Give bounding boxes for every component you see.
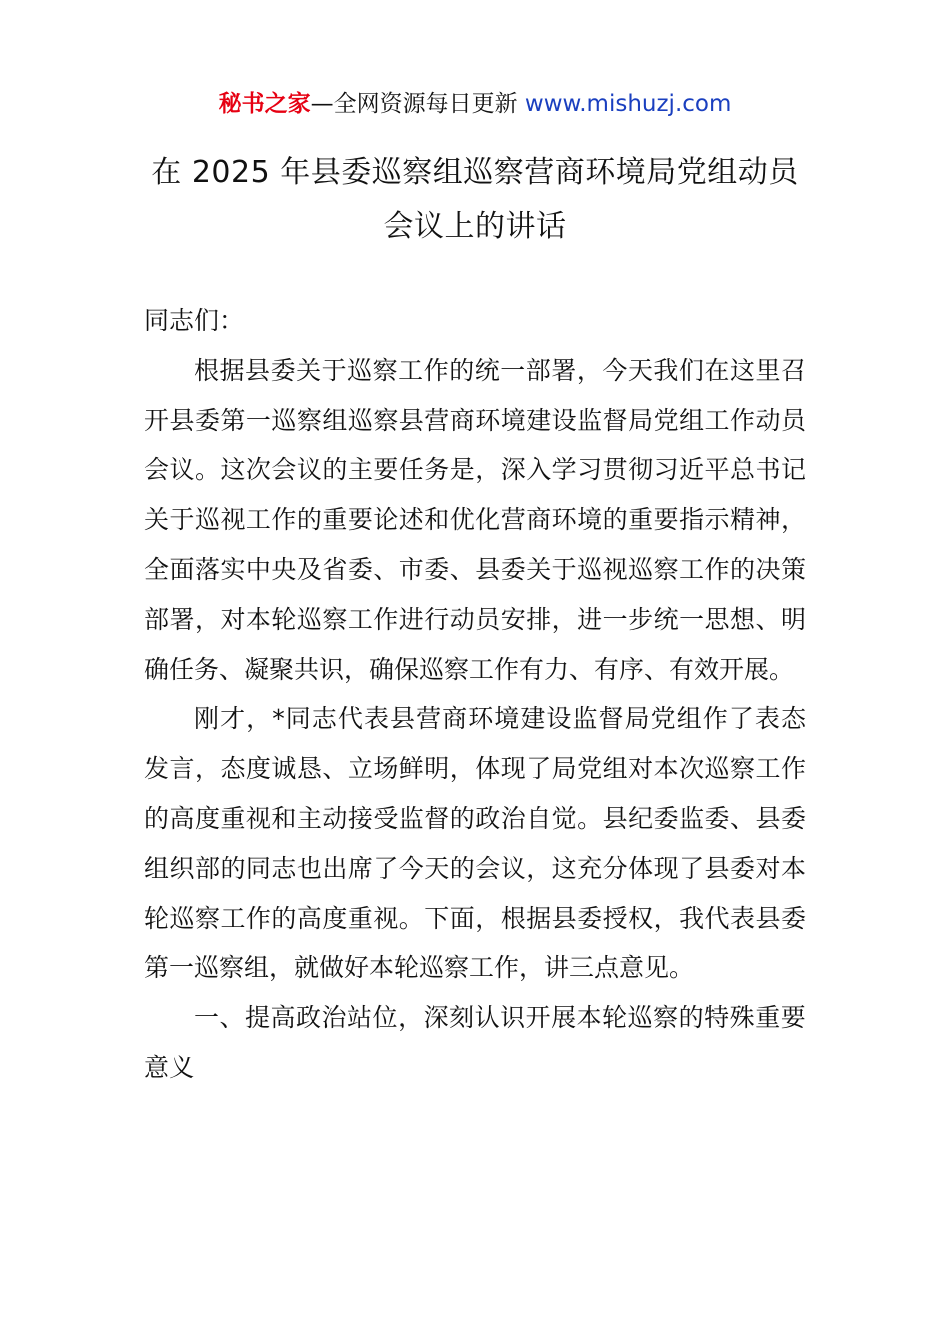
body-paragraph: 根据县委关于巡察工作的统一部署，今天我们在这里召开县委第一巡察组巡察县营商环境建设监督局党组工作动员会议。这次会议的主要任务是，深入学习贯彻习近平总书记关于巡视工作的重要论述和优化营商环境的重要指示精神，全面落实中央及省委、市委、县委关于巡视巡察工作的决策部署，对本轮巡察工作进行动员安排，进一步统一思想、明确任务、凝聚共识，确保巡察工作有力、有序、有效开展。 — [144, 355, 806, 684]
brand-name: 秘书之家 — [218, 91, 311, 117]
header-tagline: —全网资源每日更新 — [310, 91, 525, 117]
site-header — [0, 86, 950, 122]
document-title — [120, 146, 830, 254]
site-url-link[interactable]: www.mishuzj.com — [524, 91, 732, 117]
body-paragraph: 刚才，*同志代表县营商环境建设监督局党组作了表态发言，态度诚恳、立场鲜明，体现了局党组对本次巡察工作的高度重视和主动接受监督的政治自觉。县纪委监委、县委组织部的同志也出席了今天的会议，这充分体现了县委对本轮巡察工作的高度重视。下面，根据县委授权，我代表县委第一巡察组，就做好本轮巡察工作，讲三点意见。 — [144, 704, 806, 983]
title-line-2: 会议上的讲话 — [383, 209, 567, 244]
document-body — [144, 296, 806, 1093]
title-line-1: 在 2025 年县委巡察组巡察营商环境局党组动员 — [151, 155, 799, 190]
section-heading: 一、提高政治站位，深刻认识开展本轮巡察的特殊重要意义 — [144, 1003, 806, 1082]
salutation: 同志们： — [144, 306, 245, 335]
